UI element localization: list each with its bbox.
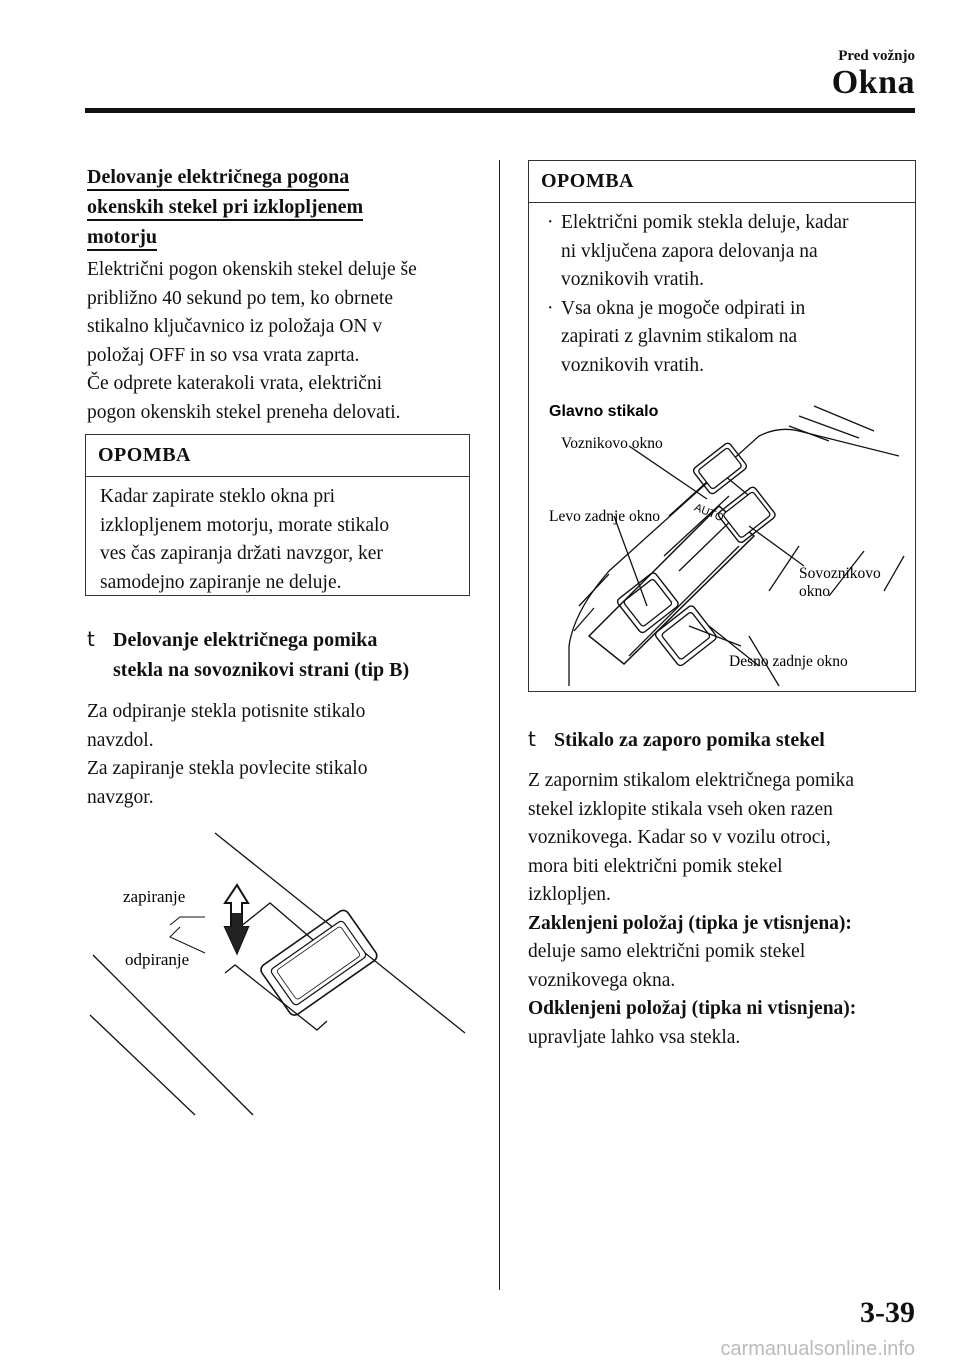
note-box-2 xyxy=(528,160,916,692)
text-line: stikalno ključavnico iz položaja ON v xyxy=(87,316,383,337)
heading-passenger-window xyxy=(87,624,487,685)
text-line: deluje samo električni pomik stekel xyxy=(528,941,806,962)
text-line: izklopljen. xyxy=(528,884,611,905)
paragraph-passenger-window xyxy=(87,698,482,812)
text-line: Za odpiranje stekla potisnite stikalo xyxy=(87,701,366,722)
text-line: položaj OFF in so vsa vrata zaprta. xyxy=(87,344,360,366)
heading-line: stekla na sovoznikovi strani (tip B) xyxy=(113,659,410,681)
label-passenger-window-1: Sovoznikovo xyxy=(799,565,881,582)
text-line: upravljate lahko vsa stekla. xyxy=(528,1026,741,1048)
text-line: zapirati z glavnim stikalom na xyxy=(561,326,798,347)
text-line: voznikovih vratih. xyxy=(561,269,704,290)
text-line: Kadar zapirate steklo okna pri xyxy=(100,486,335,507)
label-driver-window: Voznikovo okno xyxy=(561,435,663,452)
label-open: odpiranje xyxy=(125,950,190,969)
text-line: navzgor. xyxy=(87,786,154,808)
master-switch-illustration xyxy=(529,396,915,691)
text-line: Za zapiranje stekla povlecite stikalo xyxy=(87,758,368,779)
bullet-item xyxy=(547,209,901,295)
text-line: ves čas zapiranja držati navzgor, ker xyxy=(100,543,383,564)
text-line: Vsa okna je mogoče odpirati in xyxy=(561,297,806,319)
subhead-line: okenskih stekel pri izklopljenem xyxy=(87,195,363,221)
paragraph-lock-switch xyxy=(528,767,923,1052)
paragraph-engine-off xyxy=(87,256,482,427)
text-line: navzdol. xyxy=(87,729,154,751)
subhead-line: Delovanje električnega pogona xyxy=(87,165,349,191)
text-line: približno 40 sekund po tem, ko obrnete xyxy=(87,287,393,309)
text-line: pogon okenskih stekel preneha delovati. xyxy=(87,401,401,423)
label-close: zapiranje xyxy=(123,887,186,906)
unlocked-position-label: Odklenjeni položaj (tipka ni vtisnjena): xyxy=(528,998,857,1019)
text-line: samodejno zapiranje ne deluje. xyxy=(100,571,342,593)
bullet-dot: · xyxy=(547,297,554,319)
label-rear-left-window: Levo zadnje okno xyxy=(549,508,661,525)
section-marker-icon: t xyxy=(528,727,536,751)
text-line: Z zapornim stikalom električnega pomika xyxy=(528,770,854,791)
text-line: voznikovega okna. xyxy=(528,969,676,991)
page-number: 3-39 xyxy=(860,1296,915,1329)
locked-position-label: Zaklenjeni položaj (tipka je vtisnjena): xyxy=(528,912,852,934)
watermark: carmanualsonline.info xyxy=(720,1338,915,1360)
label-rear-right-window: Desno zadnje okno xyxy=(729,653,848,670)
text-line: Električni pogon okenskih stekel deluje še xyxy=(87,259,417,280)
section-title: Okna xyxy=(831,64,915,101)
heading-lock-switch xyxy=(528,724,923,755)
figure-title: Glavno stikalo xyxy=(549,403,659,420)
note-body xyxy=(529,203,915,390)
text-line: izklopljenem motorju, morate stikalo xyxy=(100,514,390,536)
bullet-item xyxy=(547,295,901,381)
section-marker-icon: t xyxy=(87,627,95,651)
subhead-line: motorju xyxy=(87,225,157,251)
text-line: ni vključena zapora delovanja na xyxy=(561,240,818,262)
note-title: OPOMBA xyxy=(86,435,469,477)
text-line: voznikovega. Kadar so v vozilu otroci, xyxy=(528,827,831,848)
text-line: Če odprete katerakoli vrata, električni xyxy=(87,373,383,394)
text-line: voznikovih vratih. xyxy=(561,354,704,376)
text-line: Električni pomik stekla deluje, kadar xyxy=(561,212,849,233)
chapter-title: Pred vožnjo xyxy=(838,48,915,64)
column-divider xyxy=(499,160,500,1290)
note-body xyxy=(86,477,469,607)
header-rule xyxy=(85,108,915,113)
text-line: stekel izklopite stikala vseh oken razen xyxy=(528,798,833,820)
bullet-dot: · xyxy=(547,212,554,233)
text-line: mora biti električni pomik stekel xyxy=(528,855,783,877)
up-down-arrow-icon xyxy=(225,885,248,953)
label-passenger-window-2: okno xyxy=(799,583,830,600)
heading-line: Stikalo za zaporo pomika stekel xyxy=(554,729,825,751)
note-box-1 xyxy=(85,434,470,596)
passenger-switch-illustration xyxy=(85,825,475,1120)
auto-label: AUTO xyxy=(692,501,726,525)
note-title: OPOMBA xyxy=(529,161,915,203)
subhead-engine-off xyxy=(87,162,363,252)
heading-line: Delovanje električnega pomika xyxy=(113,629,378,651)
